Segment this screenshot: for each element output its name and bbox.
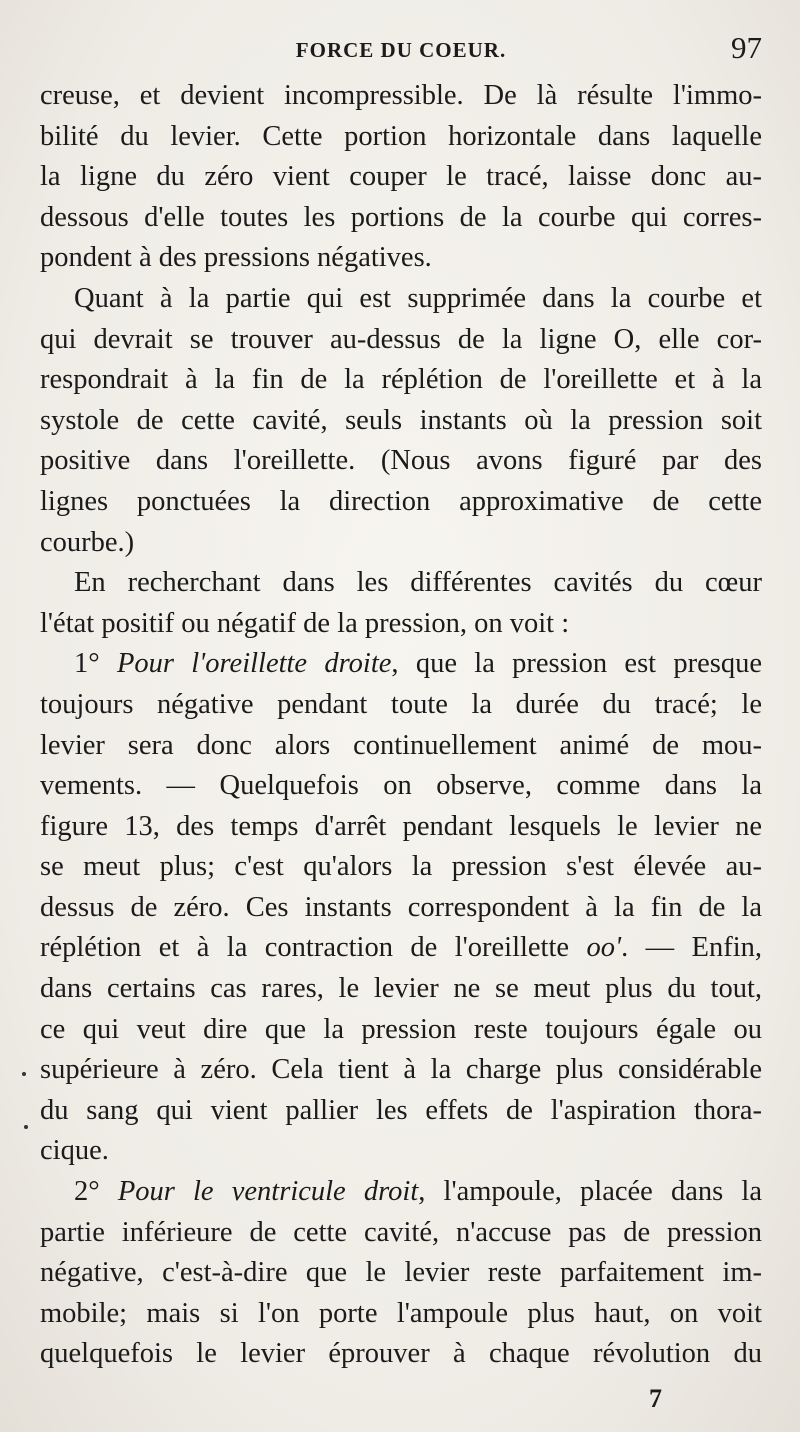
line-text: toujours négative pendant toute la durée du tracé; le	[40, 688, 762, 720]
text-line	[40, 279, 762, 320]
text-line	[40, 888, 762, 929]
line-text: En recherchant dans les différentes cavités du cœur	[74, 567, 762, 599]
text-line	[40, 117, 762, 158]
text-line	[40, 157, 762, 198]
text-line	[40, 1172, 762, 1213]
text-line	[40, 76, 762, 117]
line-prefix: 1°	[74, 648, 117, 680]
line-text: la ligne du zéro vient couper le tracé, laisse donc au-	[40, 161, 762, 193]
text-line	[40, 1091, 762, 1132]
line-text: cique.	[40, 1135, 109, 1167]
line-text: négative, c'est-à-dire que le levier reste parfaitement im-	[40, 1257, 762, 1289]
text-line	[40, 401, 762, 442]
page-number: 97	[731, 30, 762, 65]
text-line	[40, 523, 762, 564]
text-line	[40, 482, 762, 523]
line-text: , que la pression est presque	[391, 648, 763, 680]
text-line	[40, 1253, 762, 1294]
text-line	[40, 441, 762, 482]
signature-mark: 7	[649, 1384, 662, 1413]
text-line	[40, 807, 762, 848]
line-prefix: 2°	[74, 1176, 118, 1208]
text-line	[40, 1294, 762, 1335]
text-line	[40, 1334, 762, 1375]
text-line	[40, 1010, 762, 1051]
text-line	[40, 928, 762, 969]
text-line	[40, 604, 762, 645]
text-line	[40, 726, 762, 767]
line-text: , l'ampoule, placée dans la	[418, 1176, 762, 1208]
text-line	[40, 198, 762, 239]
line-text: vements. — Quelquefois on observe, comme dans la	[40, 770, 762, 802]
line-text: positive dans l'oreillette. (Nous avons figuré par des	[40, 445, 762, 477]
line-text: se meut plus; c'est qu'alors la pression s'est élevée au-	[40, 851, 762, 883]
text-line	[40, 1050, 762, 1091]
text-line	[40, 644, 762, 685]
line-text: ce qui veut dire que la pression reste toujours égale ou	[40, 1013, 762, 1045]
line-text: systole de cette cavité, seuls instants où la pression soit	[40, 404, 762, 436]
line-text: dessus de zéro. Ces instants correspondent à la fin de la	[40, 891, 762, 923]
text-line	[40, 238, 762, 279]
page-header	[40, 30, 762, 70]
line-text: lignes ponctuées la direction approximative de cette	[40, 485, 762, 517]
text-line	[40, 847, 762, 888]
text-line	[40, 685, 762, 726]
line-text: mobile; mais si l'on porte l'ampoule plus haut, on voit	[40, 1297, 762, 1329]
line-text: courbe.)	[40, 526, 135, 558]
text-line	[40, 1131, 762, 1172]
italic-heading: oo'	[586, 932, 622, 964]
italic-heading: Pour le ventricule droit	[117, 1176, 419, 1208]
line-text: dessous d'elle toutes les portions de la courbe qui corres-	[40, 201, 762, 233]
line-text: figure 13, des temps d'arrêt pendant lesquels le levier ne	[40, 810, 762, 842]
text-line	[40, 360, 762, 401]
print-speck	[22, 1072, 26, 1076]
line-text: partie inférieure de cette cavité, n'accuse pas de pression	[40, 1216, 762, 1248]
text-line	[40, 766, 762, 807]
line-text: qui devrait se trouver au-dessus de la ligne O, elle cor-	[40, 323, 762, 355]
line-text: du sang qui vient pallier les effets de l'aspiration thora-	[40, 1094, 762, 1126]
line-text: respondrait à la fin de la réplétion de l'oreillette et à la	[40, 364, 762, 396]
print-speck	[24, 1125, 28, 1129]
line-text: pondent à des pressions négatives.	[40, 242, 432, 274]
line-text: creuse, et devient incompressible. De là résulte l'immo-	[40, 80, 762, 111]
line-text: levier sera donc alors continuellement animé de mou-	[40, 729, 762, 761]
text-line	[40, 1213, 762, 1254]
body-text	[40, 76, 762, 1375]
line-text: supérieure à zéro. Cela tient à la charge plus considérable	[40, 1054, 762, 1086]
line-text: Quant à la partie qui est supprimée dans la courbe et	[74, 282, 762, 314]
line-text: l'état positif ou négatif de la pression, on voit :	[40, 607, 570, 639]
italic-heading: Pour l'oreillette droite	[116, 648, 392, 680]
line-text: . — Enfin,	[621, 932, 762, 964]
text-line	[40, 320, 762, 361]
text-line	[40, 969, 762, 1010]
running-title: FORCE DU COEUR.	[295, 38, 507, 62]
line-prefix: réplétion et à la contraction de l'oreillette	[40, 932, 587, 964]
line-text: bilité du levier. Cette portion horizontale dans laquelle	[40, 120, 762, 152]
line-text: quelquefois le levier éprouver à chaque révolution du	[40, 1338, 762, 1370]
line-text: dans certains cas rares, le levier ne se meut plus du tout,	[40, 973, 762, 1005]
text-line	[40, 563, 762, 604]
